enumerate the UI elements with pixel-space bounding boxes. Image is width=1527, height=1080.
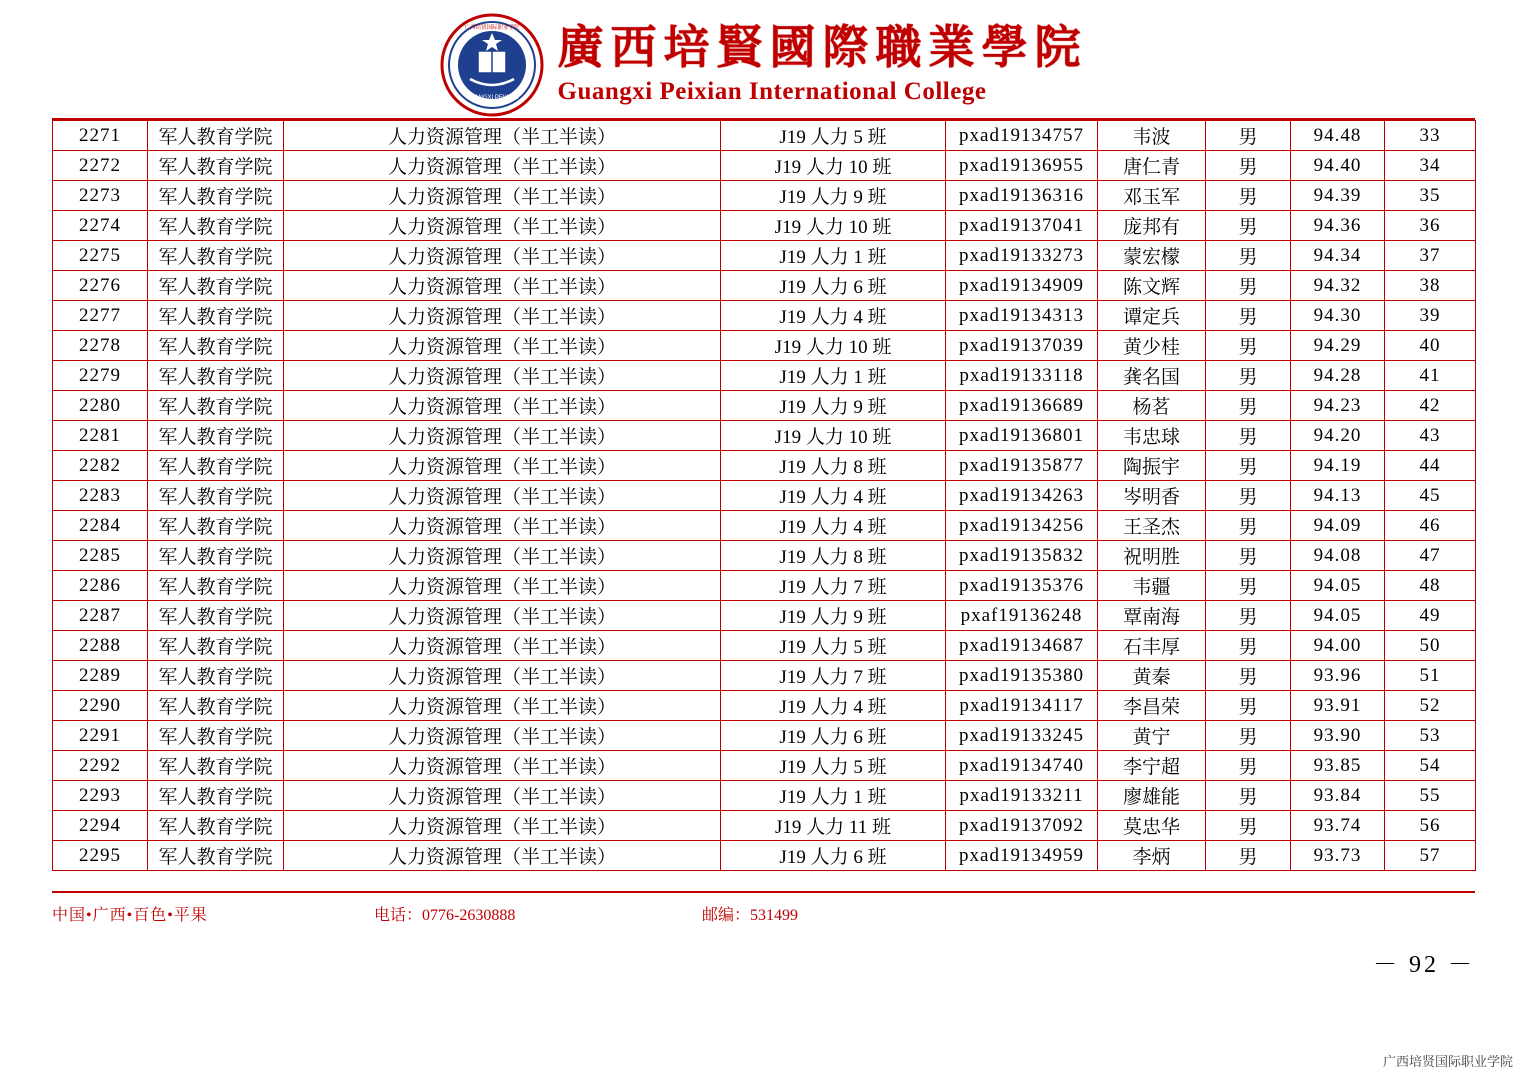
table-row — [53, 601, 1476, 631]
table-cell-college: 军人教育学院 — [148, 841, 284, 871]
table-cell-college: 军人教育学院 — [148, 481, 284, 511]
table-cell-college: 军人教育学院 — [148, 151, 284, 181]
table-cell-score: 94.39 — [1291, 181, 1385, 211]
table-cell-score: 94.30 — [1291, 301, 1385, 331]
table-cell-score: 94.36 — [1291, 211, 1385, 241]
table-cell-exam: pxad19137039 — [946, 331, 1098, 361]
table-cell-rank: 40 — [1385, 331, 1476, 361]
table-row — [53, 421, 1476, 451]
table-cell-college: 军人教育学院 — [148, 631, 284, 661]
table-cell-id: 2275 — [53, 241, 148, 271]
table-cell-rank: 50 — [1385, 631, 1476, 661]
table-cell-major: 人力资源管理（半工半读） — [284, 691, 721, 721]
table-cell-exam: pxad19137041 — [946, 211, 1098, 241]
table-row — [53, 511, 1476, 541]
table-cell-gender: 男 — [1206, 301, 1291, 331]
table-cell-exam: pxad19133273 — [946, 241, 1098, 271]
table-cell-rank: 34 — [1385, 151, 1476, 181]
table-cell-gender: 男 — [1206, 391, 1291, 421]
table-cell-score: 94.28 — [1291, 361, 1385, 391]
table-cell-gender: 男 — [1206, 211, 1291, 241]
table-cell-gender: 男 — [1206, 241, 1291, 271]
table-cell-rank: 51 — [1385, 661, 1476, 691]
table-cell-college: 军人教育学院 — [148, 781, 284, 811]
results-table-container — [52, 118, 1475, 871]
table-cell-name: 莫忠华 — [1098, 811, 1206, 841]
table-cell-rank: 52 — [1385, 691, 1476, 721]
table-cell-score: 94.34 — [1291, 241, 1385, 271]
table-cell-college: 军人教育学院 — [148, 301, 284, 331]
table-cell-rank: 44 — [1385, 451, 1476, 481]
table-cell-rank: 45 — [1385, 481, 1476, 511]
table-cell-class: J19 人力 7 班 — [721, 661, 946, 691]
table-cell-college: 军人教育学院 — [148, 721, 284, 751]
table-cell-score: 93.73 — [1291, 841, 1385, 871]
table-cell-rank: 37 — [1385, 241, 1476, 271]
table-cell-college: 军人教育学院 — [148, 391, 284, 421]
table-row — [53, 391, 1476, 421]
table-cell-major: 人力资源管理（半工半读） — [284, 181, 721, 211]
table-cell-name: 陶振宇 — [1098, 451, 1206, 481]
table-cell-college: 军人教育学院 — [148, 241, 284, 271]
table-cell-name: 陈文辉 — [1098, 271, 1206, 301]
table-cell-college: 军人教育学院 — [148, 121, 284, 151]
college-name-cn: 廣西培賢國際職業學院 — [557, 21, 1088, 73]
table-cell-id: 2288 — [53, 631, 148, 661]
table-cell-college: 军人教育学院 — [148, 361, 284, 391]
table-cell-major: 人力资源管理（半工半读） — [284, 751, 721, 781]
table-cell-college: 军人教育学院 — [148, 541, 284, 571]
table-cell-class: J19 人力 11 班 — [721, 811, 946, 841]
table-cell-class: J19 人力 4 班 — [721, 691, 946, 721]
table-cell-college: 军人教育学院 — [148, 181, 284, 211]
table-cell-gender: 男 — [1206, 151, 1291, 181]
table-cell-id: 2272 — [53, 151, 148, 181]
table-cell-exam: pxad19134909 — [946, 271, 1098, 301]
svg-text:GUANGXI PEIXIAN: GUANGXI PEIXIAN — [464, 95, 519, 101]
table-cell-name: 王圣杰 — [1098, 511, 1206, 541]
table-cell-rank: 46 — [1385, 511, 1476, 541]
table-cell-exam: pxaf19136248 — [946, 601, 1098, 631]
table-cell-major: 人力资源管理（半工半读） — [284, 391, 721, 421]
table-cell-name: 祝明胜 — [1098, 541, 1206, 571]
table-cell-exam: pxad19134959 — [946, 841, 1098, 871]
table-cell-id: 2273 — [53, 181, 148, 211]
table-cell-name: 覃南海 — [1098, 601, 1206, 631]
table-row — [53, 331, 1476, 361]
table-cell-gender: 男 — [1206, 751, 1291, 781]
table-cell-college: 军人教育学院 — [148, 691, 284, 721]
table-row — [53, 181, 1476, 211]
table-cell-college: 军人教育学院 — [148, 421, 284, 451]
table-cell-exam: pxad19135877 — [946, 451, 1098, 481]
table-cell-score: 93.90 — [1291, 721, 1385, 751]
table-cell-score: 93.96 — [1291, 661, 1385, 691]
college-crest-icon — [440, 13, 544, 117]
table-cell-major: 人力资源管理（半工半读） — [284, 271, 721, 301]
table-row — [53, 361, 1476, 391]
table-cell-name: 谭定兵 — [1098, 301, 1206, 331]
table-cell-score: 94.09 — [1291, 511, 1385, 541]
results-table-body — [53, 121, 1476, 871]
table-cell-college: 军人教育学院 — [148, 661, 284, 691]
table-row — [53, 691, 1476, 721]
table-cell-gender: 男 — [1206, 691, 1291, 721]
table-row — [53, 751, 1476, 781]
table-cell-exam: pxad19136801 — [946, 421, 1098, 451]
table-cell-rank: 49 — [1385, 601, 1476, 631]
table-cell-gender: 男 — [1206, 361, 1291, 391]
table-cell-college: 军人教育学院 — [148, 751, 284, 781]
table-cell-id: 2283 — [53, 481, 148, 511]
table-row — [53, 781, 1476, 811]
footer-zipcode: 邮编：531499 — [702, 907, 799, 924]
table-cell-id: 2282 — [53, 451, 148, 481]
table-cell-class: J19 人力 1 班 — [721, 781, 946, 811]
table-cell-gender: 男 — [1206, 121, 1291, 151]
table-cell-major: 人力资源管理（半工半读） — [284, 451, 721, 481]
table-cell-exam: pxad19133118 — [946, 361, 1098, 391]
table-cell-rank: 54 — [1385, 751, 1476, 781]
table-cell-class: J19 人力 5 班 — [721, 751, 946, 781]
table-cell-major: 人力资源管理（半工半读） — [284, 631, 721, 661]
table-cell-exam: pxad19134757 — [946, 121, 1098, 151]
table-cell-exam: pxad19135380 — [946, 661, 1098, 691]
table-cell-name: 韦波 — [1098, 121, 1206, 151]
table-cell-class: J19 人力 4 班 — [721, 301, 946, 331]
table-cell-score: 93.91 — [1291, 691, 1385, 721]
results-table — [52, 120, 1476, 871]
table-cell-major: 人力资源管理（半工半读） — [284, 121, 721, 151]
table-cell-name: 庞邦有 — [1098, 211, 1206, 241]
table-cell-exam: pxad19134256 — [946, 511, 1098, 541]
table-cell-name: 岑明香 — [1098, 481, 1206, 511]
table-cell-score: 94.00 — [1291, 631, 1385, 661]
table-cell-name: 李炳 — [1098, 841, 1206, 871]
table-cell-id: 2295 — [53, 841, 148, 871]
table-cell-class: J19 人力 1 班 — [721, 241, 946, 271]
table-cell-college: 军人教育学院 — [148, 511, 284, 541]
table-cell-id: 2287 — [53, 601, 148, 631]
table-cell-id: 2291 — [53, 721, 148, 751]
table-cell-score: 93.84 — [1291, 781, 1385, 811]
table-cell-class: J19 人力 9 班 — [721, 391, 946, 421]
table-cell-major: 人力资源管理（半工半读） — [284, 481, 721, 511]
table-cell-rank: 42 — [1385, 391, 1476, 421]
table-cell-rank: 48 — [1385, 571, 1476, 601]
table-cell-major: 人力资源管理（半工半读） — [284, 721, 721, 751]
table-cell-id: 2285 — [53, 541, 148, 571]
table-row — [53, 301, 1476, 331]
table-cell-name: 龚名国 — [1098, 361, 1206, 391]
table-cell-exam: pxad19133245 — [946, 721, 1098, 751]
table-cell-gender: 男 — [1206, 541, 1291, 571]
table-cell-name: 黄宁 — [1098, 721, 1206, 751]
table-cell-class: J19 人力 4 班 — [721, 511, 946, 541]
table-row — [53, 121, 1476, 151]
table-cell-id: 2289 — [53, 661, 148, 691]
table-cell-name: 邓玉军 — [1098, 181, 1206, 211]
table-cell-major: 人力资源管理（半工半读） — [284, 211, 721, 241]
document-footer — [52, 893, 1475, 927]
table-cell-rank: 53 — [1385, 721, 1476, 751]
table-cell-class: J19 人力 9 班 — [721, 181, 946, 211]
table-cell-rank: 43 — [1385, 421, 1476, 451]
table-cell-major: 人力资源管理（半工半读） — [284, 571, 721, 601]
table-cell-id: 2271 — [53, 121, 148, 151]
table-cell-rank: 56 — [1385, 811, 1476, 841]
table-cell-gender: 男 — [1206, 811, 1291, 841]
table-cell-gender: 男 — [1206, 331, 1291, 361]
table-cell-rank: 57 — [1385, 841, 1476, 871]
table-cell-name: 李宁超 — [1098, 751, 1206, 781]
table-cell-exam: pxad19136689 — [946, 391, 1098, 421]
table-cell-id: 2293 — [53, 781, 148, 811]
table-cell-id: 2284 — [53, 511, 148, 541]
table-cell-class: J19 人力 10 班 — [721, 421, 946, 451]
table-cell-major: 人力资源管理（半工半读） — [284, 841, 721, 871]
table-cell-major: 人力资源管理（半工半读） — [284, 151, 721, 181]
table-cell-gender: 男 — [1206, 181, 1291, 211]
table-cell-gender: 男 — [1206, 841, 1291, 871]
table-cell-name: 黄少桂 — [1098, 331, 1206, 361]
table-cell-exam: pxad19136316 — [946, 181, 1098, 211]
table-cell-id: 2294 — [53, 811, 148, 841]
page-number: － 92 － — [1373, 952, 1475, 978]
table-cell-id: 2279 — [53, 361, 148, 391]
svg-text:广西培贤国际职业学院: 广西培贤国际职业学院 — [463, 25, 520, 31]
table-cell-name: 唐仁青 — [1098, 151, 1206, 181]
table-row — [53, 571, 1476, 601]
table-cell-id: 2280 — [53, 391, 148, 421]
table-cell-class: J19 人力 7 班 — [721, 571, 946, 601]
table-row — [53, 451, 1476, 481]
table-cell-class: J19 人力 10 班 — [721, 331, 946, 361]
table-cell-score: 93.74 — [1291, 811, 1385, 841]
table-cell-exam: pxad19137092 — [946, 811, 1098, 841]
table-cell-name: 蒙宏檬 — [1098, 241, 1206, 271]
college-name-en: Guangxi Peixian International College — [557, 78, 987, 106]
table-cell-gender: 男 — [1206, 781, 1291, 811]
table-cell-gender: 男 — [1206, 721, 1291, 751]
table-row — [53, 481, 1476, 511]
table-cell-rank: 35 — [1385, 181, 1476, 211]
footer-address: 中国•广西•百色•平果 — [52, 907, 208, 924]
table-row — [53, 541, 1476, 571]
table-cell-major: 人力资源管理（半工半读） — [284, 601, 721, 631]
table-cell-rank: 39 — [1385, 301, 1476, 331]
table-row — [53, 241, 1476, 271]
table-cell-gender: 男 — [1206, 661, 1291, 691]
table-cell-college: 军人教育学院 — [148, 451, 284, 481]
table-cell-exam: pxad19135832 — [946, 541, 1098, 571]
table-cell-id: 2281 — [53, 421, 148, 451]
table-cell-college: 军人教育学院 — [148, 601, 284, 631]
table-cell-score: 94.08 — [1291, 541, 1385, 571]
table-cell-score: 94.13 — [1291, 481, 1385, 511]
table-cell-gender: 男 — [1206, 571, 1291, 601]
table-cell-id: 2286 — [53, 571, 148, 601]
table-cell-gender: 男 — [1206, 511, 1291, 541]
table-cell-score: 94.29 — [1291, 331, 1385, 361]
table-cell-major: 人力资源管理（半工半读） — [284, 301, 721, 331]
watermark-label: 广西培贤国际职业学院 — [1382, 1054, 1513, 1069]
table-cell-name: 韦疆 — [1098, 571, 1206, 601]
table-cell-rank: 55 — [1385, 781, 1476, 811]
table-cell-gender: 男 — [1206, 451, 1291, 481]
table-cell-class: J19 人力 8 班 — [721, 541, 946, 571]
table-cell-class: J19 人力 8 班 — [721, 451, 946, 481]
table-cell-id: 2274 — [53, 211, 148, 241]
table-cell-college: 军人教育学院 — [148, 271, 284, 301]
table-cell-major: 人力资源管理（半工半读） — [284, 241, 721, 271]
table-cell-id: 2292 — [53, 751, 148, 781]
table-cell-class: J19 人力 5 班 — [721, 631, 946, 661]
table-cell-score: 93.85 — [1291, 751, 1385, 781]
table-cell-score: 94.05 — [1291, 601, 1385, 631]
table-cell-score: 94.05 — [1291, 571, 1385, 601]
table-cell-rank: 36 — [1385, 211, 1476, 241]
table-cell-major: 人力资源管理（半工半读） — [284, 661, 721, 691]
table-cell-exam: pxad19134117 — [946, 691, 1098, 721]
table-cell-class: J19 人力 6 班 — [721, 721, 946, 751]
table-row — [53, 271, 1476, 301]
table-cell-exam: pxad19134263 — [946, 481, 1098, 511]
table-cell-gender: 男 — [1206, 481, 1291, 511]
table-cell-class: J19 人力 10 班 — [721, 151, 946, 181]
table-row — [53, 661, 1476, 691]
table-row — [53, 631, 1476, 661]
table-cell-rank: 47 — [1385, 541, 1476, 571]
table-row — [53, 841, 1476, 871]
table-cell-major: 人力资源管理（半工半读） — [284, 541, 721, 571]
table-cell-id: 2290 — [53, 691, 148, 721]
table-cell-score: 94.23 — [1291, 391, 1385, 421]
table-cell-score: 94.20 — [1291, 421, 1385, 451]
table-cell-id: 2277 — [53, 301, 148, 331]
table-cell-name: 杨茗 — [1098, 391, 1206, 421]
table-cell-class: J19 人力 6 班 — [721, 271, 946, 301]
table-cell-exam: pxad19135376 — [946, 571, 1098, 601]
table-cell-name: 石丰厚 — [1098, 631, 1206, 661]
table-row — [53, 811, 1476, 841]
table-cell-gender: 男 — [1206, 421, 1291, 451]
table-row — [53, 721, 1476, 751]
table-cell-college: 军人教育学院 — [148, 571, 284, 601]
table-cell-name: 廖雄能 — [1098, 781, 1206, 811]
table-cell-exam: pxad19133211 — [946, 781, 1098, 811]
table-cell-rank: 41 — [1385, 361, 1476, 391]
table-cell-exam: pxad19136955 — [946, 151, 1098, 181]
table-cell-college: 军人教育学院 — [148, 811, 284, 841]
table-cell-name: 李昌荣 — [1098, 691, 1206, 721]
table-cell-gender: 男 — [1206, 631, 1291, 661]
table-cell-exam: pxad19134740 — [946, 751, 1098, 781]
table-cell-score: 94.19 — [1291, 451, 1385, 481]
table-cell-class: J19 人力 9 班 — [721, 601, 946, 631]
table-cell-major: 人力资源管理（半工半读） — [284, 511, 721, 541]
table-row — [53, 151, 1476, 181]
table-cell-major: 人力资源管理（半工半读） — [284, 811, 721, 841]
footer-telephone: 电话：0776-2630888 — [374, 907, 516, 924]
table-cell-score: 94.40 — [1291, 151, 1385, 181]
document-header — [0, 0, 1527, 104]
table-cell-class: J19 人力 1 班 — [721, 361, 946, 391]
table-cell-name: 黄秦 — [1098, 661, 1206, 691]
table-cell-name: 韦忠球 — [1098, 421, 1206, 451]
table-row — [53, 211, 1476, 241]
table-cell-gender: 男 — [1206, 271, 1291, 301]
table-cell-college: 军人教育学院 — [148, 211, 284, 241]
table-cell-score: 94.48 — [1291, 121, 1385, 151]
header-titles — [558, 23, 1088, 108]
table-cell-id: 2278 — [53, 331, 148, 361]
table-cell-id: 2276 — [53, 271, 148, 301]
table-cell-major: 人力资源管理（半工半读） — [284, 361, 721, 391]
table-cell-rank: 33 — [1385, 121, 1476, 151]
table-cell-rank: 38 — [1385, 271, 1476, 301]
table-cell-college: 军人教育学院 — [148, 331, 284, 361]
table-cell-exam: pxad19134687 — [946, 631, 1098, 661]
table-cell-class: J19 人力 10 班 — [721, 211, 946, 241]
table-cell-score: 94.32 — [1291, 271, 1385, 301]
table-cell-major: 人力资源管理（半工半读） — [284, 421, 721, 451]
table-cell-major: 人力资源管理（半工半读） — [284, 781, 721, 811]
table-cell-gender: 男 — [1206, 601, 1291, 631]
table-cell-major: 人力资源管理（半工半读） — [284, 331, 721, 361]
table-cell-class: J19 人力 5 班 — [721, 121, 946, 151]
table-cell-class: J19 人力 6 班 — [721, 841, 946, 871]
table-cell-exam: pxad19134313 — [946, 301, 1098, 331]
table-cell-class: J19 人力 4 班 — [721, 481, 946, 511]
